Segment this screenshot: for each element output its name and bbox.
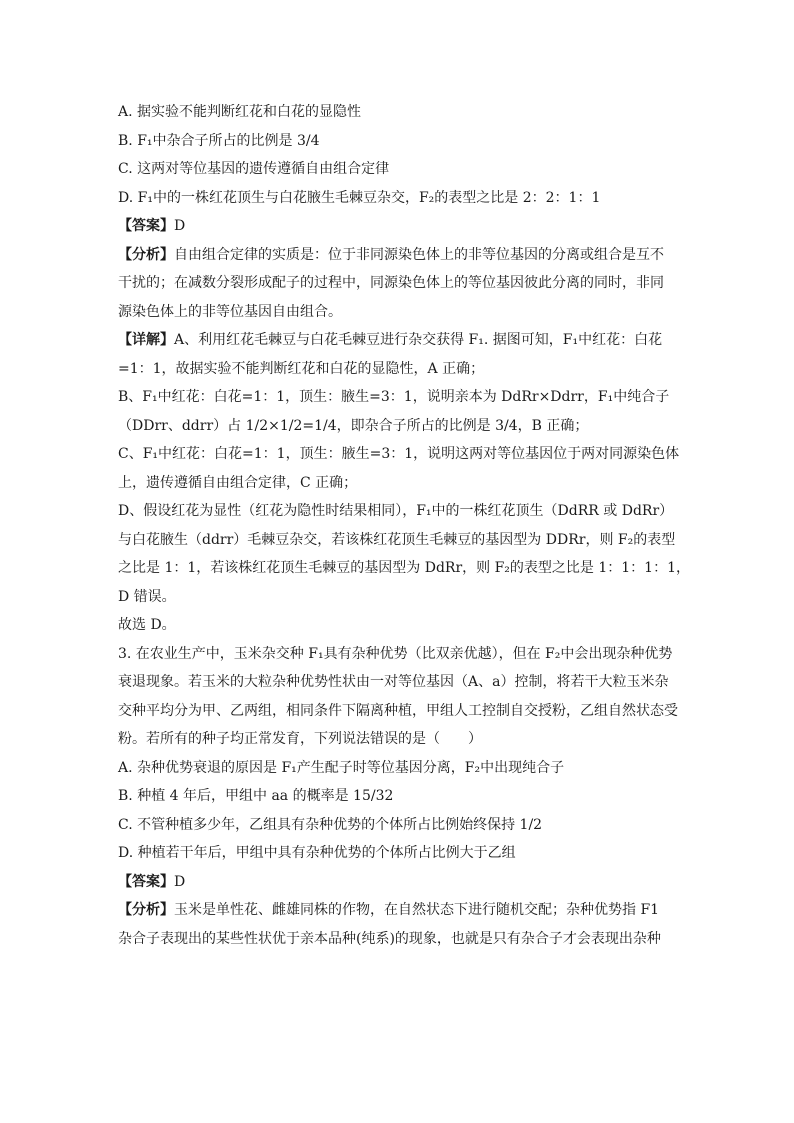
answer-value: D — [174, 218, 186, 234]
q3-analysis-line: 杂合子表现出的某些性状优于亲本品种(纯系)的现象，也就是只有杂合子才会表现出杂种 — [118, 930, 661, 947]
document-page — [118, 98, 690, 953]
q3-option-a: A. 杂种优势衰退的原因是 F₁产生配子时等位基因分离，F₂中出现纯合子 — [118, 759, 565, 776]
q2-detail-line: D 错误。 — [118, 588, 176, 605]
analysis-tag: 【分析】 — [118, 902, 174, 918]
q3-stem-line: 衰退现象。若玉米的大粒杂种优势性状由一对等位基因（A、a）控制，将若干大粒玉米杂 — [118, 674, 669, 690]
analysis-tag: 【分析】 — [118, 246, 174, 263]
q2-option-c: C. 这两对等位基因的遗传遵循自由组合定律 — [118, 161, 390, 177]
q3-stem-line: 交种平均分为甲、乙两组，相同条件下隔离种植，甲组人工控制自交授粉，乙组自然状态受 — [118, 702, 678, 719]
q2-analysis-line: 源染色体上的非等位基因自由组合。 — [118, 303, 342, 320]
q2-analysis-line — [118, 241, 678, 270]
q3-option-d: D. 种植若干年后，甲组中具有杂种优势的个体所占比例大于乙组 — [118, 845, 516, 861]
q2-detail-line: B、F₁中红花：白花=1：1，顶生：腋生=3：1，说明亲本为 DdRr×Ddrr，F₁中纯合子 — [118, 389, 670, 405]
q2-detail-line: 上，遗传遵循自由组合定律，C 正确； — [118, 474, 358, 491]
q2-detail-line: D、假设红花为显性（红花为隐性时结果相同），F₁中的一株红花顶生（DdRR 或 DdRr） — [118, 503, 674, 519]
q2-detail-line: =1：1，故据实验不能判断红花和白花的显隐性，A 正确； — [118, 360, 485, 377]
q2-conclusion: 故选 D。 — [118, 617, 176, 633]
q2-detail-line: （DDrr、ddrr）占 1/2×1/2=1/4，即杂合子所占的比例是 3/4，B 正确； — [118, 417, 589, 434]
q3-stem-line: 粉。若所有的种子均正常发育，下列说法错误的是（ ） — [118, 731, 482, 747]
q2-option-b: B. F₁中杂合子所占的比例是 3/4 — [118, 132, 320, 149]
q2-option-a: A. 据实验不能判断红花和白花的显隐性 — [118, 104, 362, 120]
q2-answer — [118, 212, 678, 241]
q3-answer — [118, 868, 678, 897]
q3-stem-line: 3. 在农业生产中，玉米杂交种 F₁具有杂种优势（比双亲优越），但在 F₂中会出现杂种优势 — [118, 645, 673, 662]
q3-option-c: C. 不管种植多少年，乙组具有杂种优势的个体所占比例始终保持 1/2 — [118, 816, 543, 833]
analysis-text: 自由组合定律的实质是：位于非同源染色体上的非等位基因的分离或组合是互不 — [174, 246, 664, 263]
q2-detail-line: 与白花腋生（ddrr）毛棘豆杂交，若该株红花顶生毛棘豆的基因型为 DDRr，则 F₂的表型 — [118, 531, 676, 548]
q2-detail-line: C、F₁中红花：白花=1：1，顶生：腋生=3：1，说明这两对等位基因位于两对同源染色体 — [118, 446, 680, 462]
analysis-text: 玉米是单性花、雌雄同株的作物，在自然状态下进行随机交配；杂种优势指 F1 — [174, 902, 660, 918]
detail-tag: 【详解】 — [118, 332, 174, 348]
q2-analysis-line: 干扰的；在减数分裂形成配子的过程中，同源染色体上的等位基因彼此分离的同时，非同 — [118, 275, 664, 291]
q2-detail-line: 之比是 1：1，若该株红花顶生毛棘豆的基因型为 DdRr，则 F₂的表型之比是 1：1：1：1， — [118, 560, 690, 576]
detail-text: A、利用红花毛棘豆与白花毛棘豆进行杂交获得 F₁. 据图可知，F₁中红花：白花 — [174, 332, 663, 348]
answer-tag: 【答案】 — [118, 218, 174, 234]
q2-detail-line — [118, 326, 678, 355]
answer-tag: 【答案】 — [118, 873, 174, 890]
q2-option-d: D. F₁中的一株红花顶生与白花腋生毛棘豆杂交，F₂的表型之比是 2：2：1：1 — [118, 189, 601, 206]
q3-analysis-line — [118, 896, 678, 925]
answer-value: D — [174, 873, 186, 890]
q3-option-b: B. 种植 4 年后，甲组中 aa 的概率是 15/32 — [118, 788, 394, 804]
